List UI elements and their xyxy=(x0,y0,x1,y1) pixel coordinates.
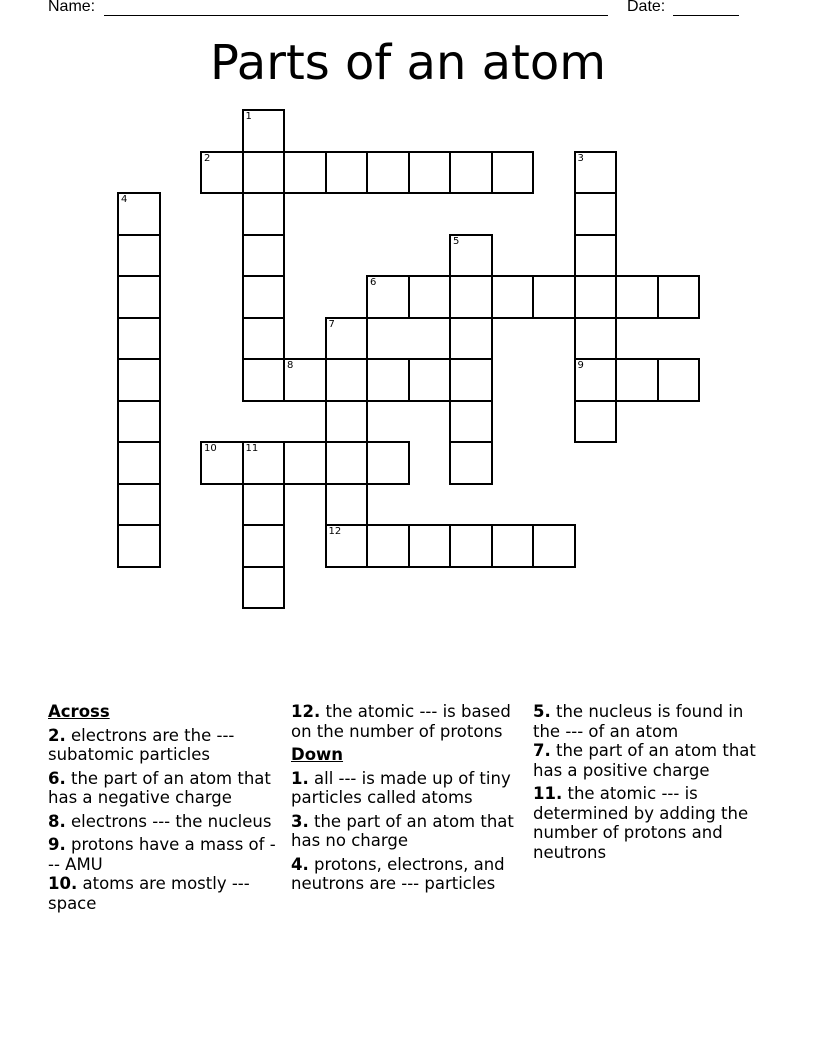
crossword-cell[interactable] xyxy=(242,566,286,610)
crossword-cell[interactable] xyxy=(242,275,286,319)
date-blank-line[interactable] xyxy=(673,15,739,16)
crossword-cell[interactable] xyxy=(491,151,535,195)
cell-number: 8 xyxy=(287,360,294,371)
crossword-cell[interactable] xyxy=(325,358,369,402)
crossword-cell[interactable] xyxy=(325,151,369,195)
crossword-cell[interactable] xyxy=(574,275,618,319)
cell-number: 12 xyxy=(328,526,342,537)
crossword-cell[interactable] xyxy=(366,441,410,485)
page-title: Parts of an atom xyxy=(210,35,606,91)
crossword-cell[interactable] xyxy=(657,358,701,402)
crossword-cell[interactable] xyxy=(574,317,618,361)
across-clue-2: 2. electrons are the --- subatomic particles xyxy=(48,725,235,764)
cell-number: 2 xyxy=(204,152,211,164)
across-heading: Across xyxy=(48,702,110,721)
crossword-cell[interactable] xyxy=(574,192,618,236)
down-clue-3: 3. the part of an atom that has no charge xyxy=(291,811,514,850)
crossword-cell[interactable] xyxy=(325,524,369,568)
cell-number: 6 xyxy=(370,277,377,288)
crossword-cell[interactable] xyxy=(283,441,327,485)
down-clue-11: 11. the atomic --- is determined by adding the number of protons and neutrons xyxy=(533,784,749,862)
clues-column-1 xyxy=(48,702,280,917)
crossword-cell[interactable] xyxy=(200,441,244,485)
crossword-cell[interactable] xyxy=(117,317,161,361)
crossword-cell[interactable] xyxy=(117,400,161,444)
crossword-cell[interactable] xyxy=(532,275,576,319)
name-label: Name: xyxy=(48,0,96,15)
crossword-cell[interactable] xyxy=(325,483,369,527)
crossword-cell[interactable] xyxy=(449,358,493,402)
crossword-cell[interactable] xyxy=(242,358,286,402)
crossword-cell[interactable] xyxy=(283,151,327,195)
crossword-cell[interactable] xyxy=(615,275,659,319)
crossword-cell[interactable] xyxy=(325,317,369,361)
cell-number: 7 xyxy=(328,318,335,330)
across-clue-6: 6. the part of an atom that has a negative charge xyxy=(48,768,271,807)
crossword-cell[interactable] xyxy=(574,234,618,278)
date-label: Date: xyxy=(627,0,666,15)
cell-number: 11 xyxy=(245,443,259,454)
crossword-cell[interactable] xyxy=(449,234,493,278)
crossword-cell[interactable] xyxy=(117,234,161,278)
crossword-cell[interactable] xyxy=(242,151,286,195)
across-clue-9: 9. protons have a mass of --- AMU xyxy=(48,835,276,874)
crossword-cell[interactable] xyxy=(117,358,161,402)
name-blank-line[interactable] xyxy=(104,15,608,16)
across-clue-8: 8. electrons --- the nucleus xyxy=(48,811,272,831)
crossword-cell[interactable] xyxy=(366,358,410,402)
crossword-cell[interactable] xyxy=(615,358,659,402)
crossword-cell[interactable] xyxy=(242,483,286,527)
crossword-cell[interactable] xyxy=(408,358,452,402)
crossword-cell[interactable] xyxy=(366,275,410,319)
crossword-cell[interactable] xyxy=(117,524,161,568)
clues-column-3 xyxy=(533,702,765,866)
crossword-cell[interactable] xyxy=(117,483,161,527)
crossword-cell[interactable] xyxy=(366,524,410,568)
crossword-cell[interactable] xyxy=(283,358,327,402)
crossword-cell[interactable] xyxy=(117,275,161,319)
crossword-cell[interactable] xyxy=(449,441,493,485)
cell-number: 5 xyxy=(453,235,460,247)
crossword-cell[interactable] xyxy=(449,524,493,568)
crossword-cell[interactable] xyxy=(200,151,244,195)
crossword-cell[interactable] xyxy=(574,151,618,195)
crossword-cell[interactable] xyxy=(491,275,535,319)
cell-number: 9 xyxy=(577,360,584,371)
crossword-cell[interactable] xyxy=(117,441,161,485)
clues-column-2 xyxy=(291,702,523,898)
crossword-cell[interactable] xyxy=(449,275,493,319)
crossword-cell[interactable] xyxy=(242,109,286,153)
crossword-cell[interactable] xyxy=(366,151,410,195)
crossword-cell[interactable] xyxy=(491,524,535,568)
crossword-cell[interactable] xyxy=(242,441,286,485)
crossword-cell[interactable] xyxy=(449,151,493,195)
down-heading: Down xyxy=(291,745,344,764)
crossword-cell[interactable] xyxy=(325,441,369,485)
crossword-cell[interactable] xyxy=(449,400,493,444)
cell-number: 3 xyxy=(577,152,584,164)
crossword-cell[interactable] xyxy=(408,151,452,195)
cell-number: 10 xyxy=(204,443,217,454)
crossword-cell[interactable] xyxy=(242,234,286,278)
crossword-cell[interactable] xyxy=(574,400,618,444)
crossword-cell[interactable] xyxy=(242,317,286,361)
crossword-cell[interactable] xyxy=(242,192,286,236)
crossword-cell[interactable] xyxy=(574,358,618,402)
down-clue-7: 7. the part of an atom that has a positive charge xyxy=(533,741,756,780)
crossword-cell[interactable] xyxy=(449,317,493,361)
crossword-cell[interactable] xyxy=(117,192,161,236)
down-clue-1: 1. all --- is made up of tiny particles called atoms xyxy=(291,768,511,807)
cell-number: 4 xyxy=(121,194,128,205)
crossword-cell[interactable] xyxy=(408,524,452,568)
across-clue-10: 10. atoms are mostly --- space xyxy=(48,874,250,913)
cell-number: 1 xyxy=(245,111,252,122)
crossword-cell[interactable] xyxy=(242,524,286,568)
crossword-cell[interactable] xyxy=(325,400,369,444)
crossword-cell[interactable] xyxy=(657,275,701,319)
down-clue-4: 4. protons, electrons, and neutrons are --- particles xyxy=(291,854,505,893)
down-clue-5: 5. the nucleus is found in the --- of an atom xyxy=(533,702,744,741)
across-clue-12: 12. the atomic --- is based on the number of protons xyxy=(291,702,511,741)
crossword-cell[interactable] xyxy=(408,275,452,319)
crossword-cell[interactable] xyxy=(532,524,576,568)
